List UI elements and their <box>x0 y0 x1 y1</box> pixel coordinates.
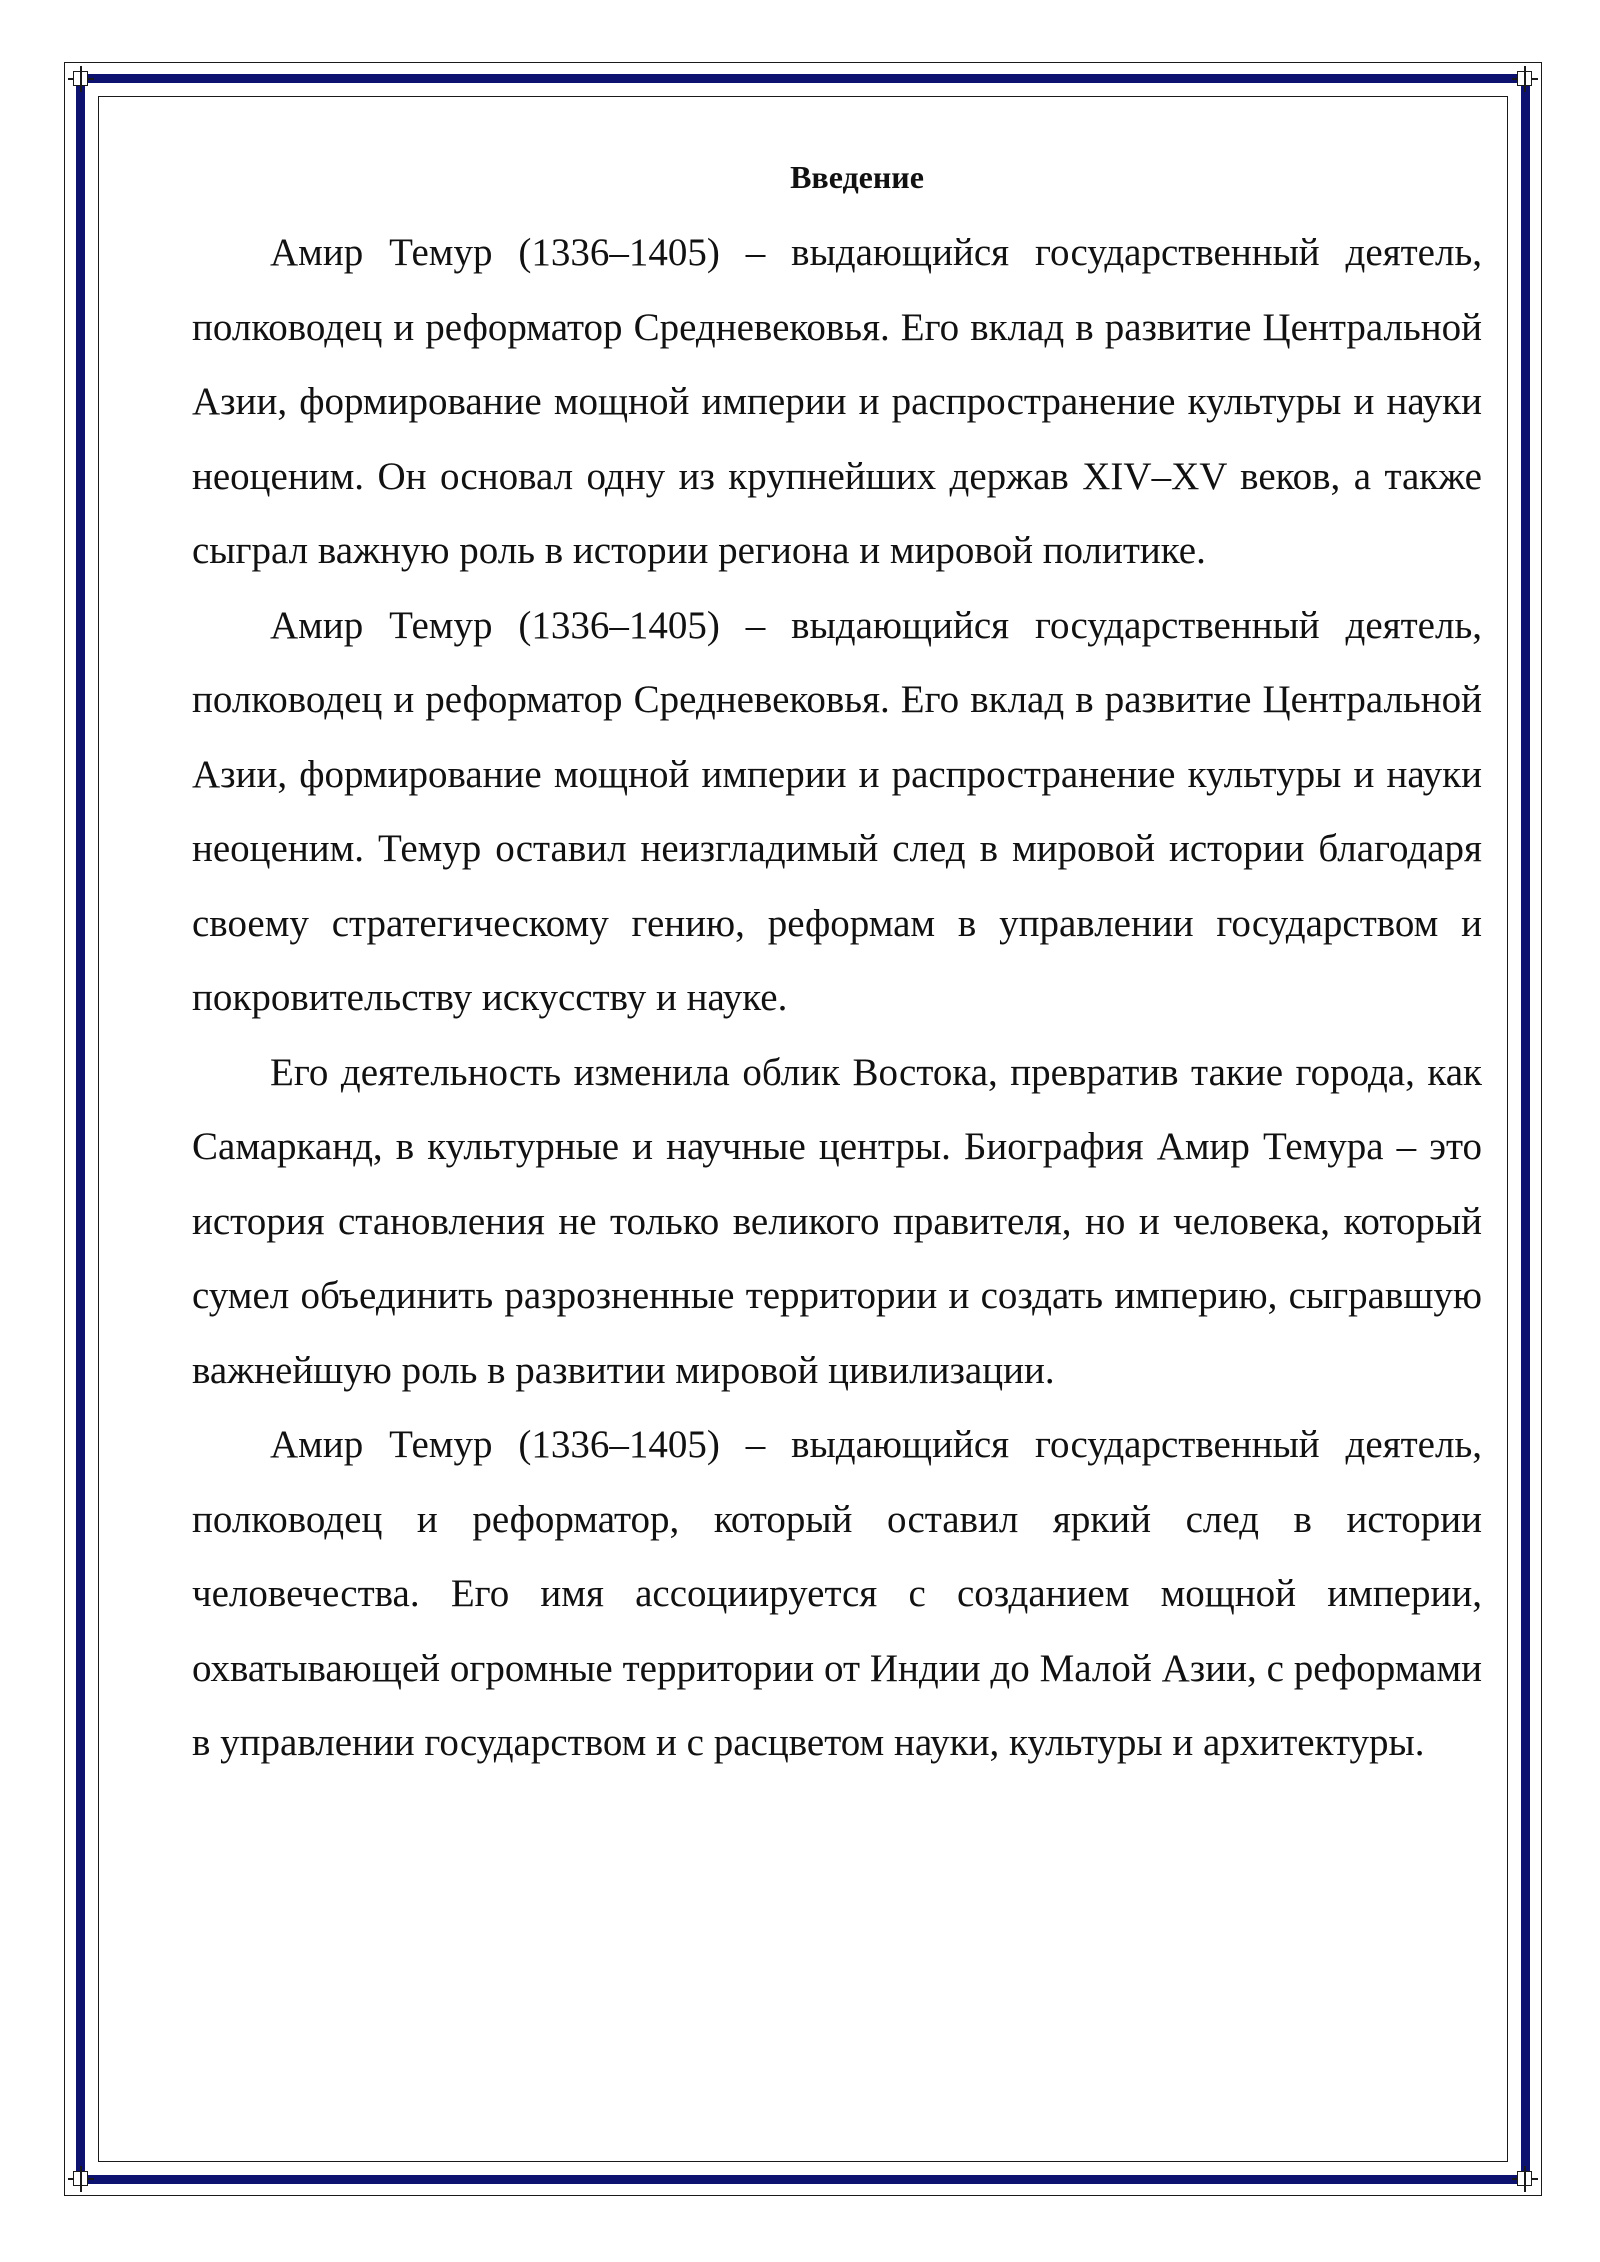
paragraph: Амир Темур (1336–1405) – выдающийся государственный деятель, полководец и реформатор Средневековья. Его вклад в развитие Центральной Азии, формирование мощной империи и распространение культуры и науки неоценим. Темур оставил неизгладимый след в мировой истории благодаря своему стратегическому гению, реформам в управлении государством и покровительству искусству и науке. <box>192 603 1482 1019</box>
paragraph: Его деятельность изменила облик Востока, превратив такие города, как Самарканд, в культурные и научные центры. Биография Амир Темура – это история становления не только великого правителя, но и человека, который сумел объединить разрозненные территории и создать империю, сыгравшую важнейшую роль в развитии мировой цивилизации. <box>192 1050 1482 1392</box>
frame-corner-ornament <box>1512 66 1538 92</box>
frame-corner-ornament <box>68 66 94 92</box>
paragraph: Амир Темур (1336–1405) – выдающийся государственный деятель, полководец и реформатор, который оставил яркий след в истории человечества. Его имя ассоциируется с созданием мощной империи, охватывающей огромные территории от Индии до Малой Азии, с реформами в управлении государством и с расцветом науки, культуры и архитектуры. <box>192 1423 1482 1764</box>
frame-corner-ornament <box>1512 2166 1538 2192</box>
section-heading: Введение <box>790 159 924 195</box>
paragraph: Амир Темур (1336–1405) – выдающийся государственный деятель, полководец и реформатор Средневековья. Его вклад в развитие Центральной Азии, формирование мощной империи и распространение культуры и науки неоценим. Он основал одну из крупнейших держав XIV–XV веков, а также сыграл важную роль в истории региона и мировой политике. <box>192 231 1482 572</box>
document-body <box>192 150 1482 1781</box>
frame-corner-ornament <box>68 2166 94 2192</box>
